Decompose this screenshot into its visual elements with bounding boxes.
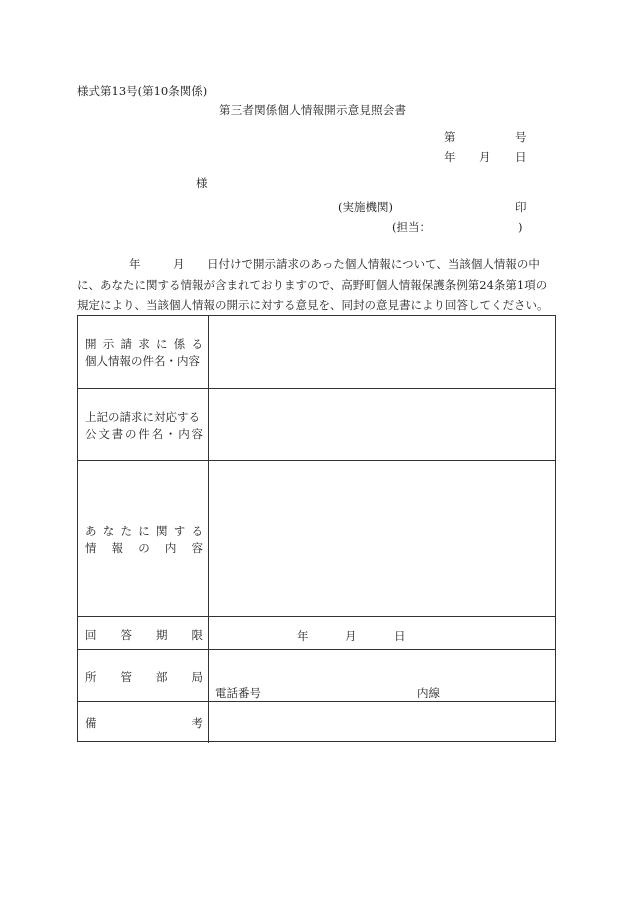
agency-label: (実施機関) [338, 200, 393, 214]
row-label [78, 316, 209, 388]
char: 名 [151, 427, 164, 441]
row-label [78, 461, 209, 616]
char: 内 [178, 427, 190, 441]
row4-label [85, 627, 203, 644]
char: ・ [164, 427, 177, 441]
table-row [78, 461, 555, 617]
row-label [78, 389, 209, 460]
body-month: 月 [173, 257, 185, 271]
char: 限 [191, 628, 203, 642]
char: る [191, 524, 203, 538]
inquiry-table [77, 315, 556, 742]
row3-label-line1 [85, 523, 203, 540]
char: 関 [156, 524, 168, 538]
char: 件 [138, 427, 150, 441]
char: 情 [85, 541, 97, 555]
seal-mark: 印 [515, 200, 527, 214]
char: に [138, 524, 150, 538]
char: 示 [102, 337, 115, 351]
char: 容 [191, 427, 203, 441]
deadline-year-label: 年 [297, 629, 309, 643]
row2-label-line1: 上記の請求に対応する [85, 410, 200, 424]
row1-value-cell[interactable] [209, 316, 555, 388]
char: に [156, 337, 168, 351]
form-number: 様式第13号(第10条関係) [77, 84, 208, 98]
table-row [78, 316, 555, 389]
date-month-label: 月 [479, 150, 491, 164]
char: の [124, 427, 137, 441]
table-row [78, 617, 555, 650]
char: 局 [191, 670, 203, 684]
body-line3: 規定により、当該個人情報の開示に対する意見を、同封の意見書により回答してください。 [77, 298, 549, 312]
row3-value-cell[interactable] [209, 461, 555, 616]
row2-value-cell[interactable] [209, 389, 555, 460]
document-title: 第三者関係個人情報開示意見照会書 [219, 103, 407, 117]
char: 管 [120, 670, 132, 684]
addressee-suffix: 様 [196, 176, 208, 190]
char: る [191, 337, 203, 351]
doc-number-prefix: 第 [444, 130, 456, 144]
row1-label-line1 [85, 336, 203, 353]
row5-value-cell[interactable] [209, 650, 555, 701]
row3-label-line2 [85, 540, 203, 557]
doc-number-suffix: 号 [515, 130, 527, 144]
row2-label-line2 [85, 426, 203, 443]
char: な [102, 524, 115, 538]
char: た [120, 524, 132, 538]
body-line1: 日付けで開示請求のあった個人情報について、当該個人情報の中 [207, 257, 540, 271]
row1-label-line2: 個人情報の件名・内容 [85, 354, 200, 368]
char: 求 [138, 337, 150, 351]
char: 文 [98, 427, 110, 441]
table-row [78, 702, 555, 743]
row6-label [85, 715, 203, 732]
table-row [78, 389, 555, 461]
row5-label [85, 669, 203, 686]
char: 考 [191, 716, 203, 730]
char: あ [85, 524, 97, 538]
deadline-day-label: 日 [394, 629, 406, 643]
phone-label: 電話番号 [215, 686, 261, 700]
char: 公 [85, 427, 97, 441]
char: 報 [111, 541, 124, 555]
char: す [173, 524, 186, 538]
char: 回 [85, 628, 97, 642]
char: 係 [173, 337, 186, 351]
date-year-label: 年 [444, 150, 456, 164]
body-year: 年 [129, 257, 141, 271]
extension-label: 内線 [417, 686, 440, 700]
char: 請 [120, 337, 132, 351]
date-day-label: 日 [515, 150, 527, 164]
deadline-month-label: 月 [345, 629, 357, 643]
char: 開 [85, 337, 97, 351]
row4-value-cell[interactable] [209, 617, 555, 649]
char: 備 [85, 716, 97, 730]
char: の [138, 541, 150, 555]
char: 書 [111, 427, 124, 441]
row-label [78, 702, 209, 743]
char: 容 [191, 541, 203, 555]
row6-value-cell[interactable] [209, 702, 555, 743]
row-label [78, 650, 209, 701]
char: 答 [120, 628, 132, 642]
body-line2: に、あなたに関する情報が含まれておりますので、高野町個人情報保護条例第24条第1項の [77, 277, 548, 292]
char: 部 [156, 670, 168, 684]
char: 内 [164, 541, 177, 555]
row-label [78, 617, 209, 649]
char: 期 [156, 628, 168, 642]
char: 所 [85, 670, 97, 684]
contact-close: ) [518, 220, 523, 234]
contact-label: (担当： [392, 220, 431, 234]
table-row [78, 650, 555, 702]
